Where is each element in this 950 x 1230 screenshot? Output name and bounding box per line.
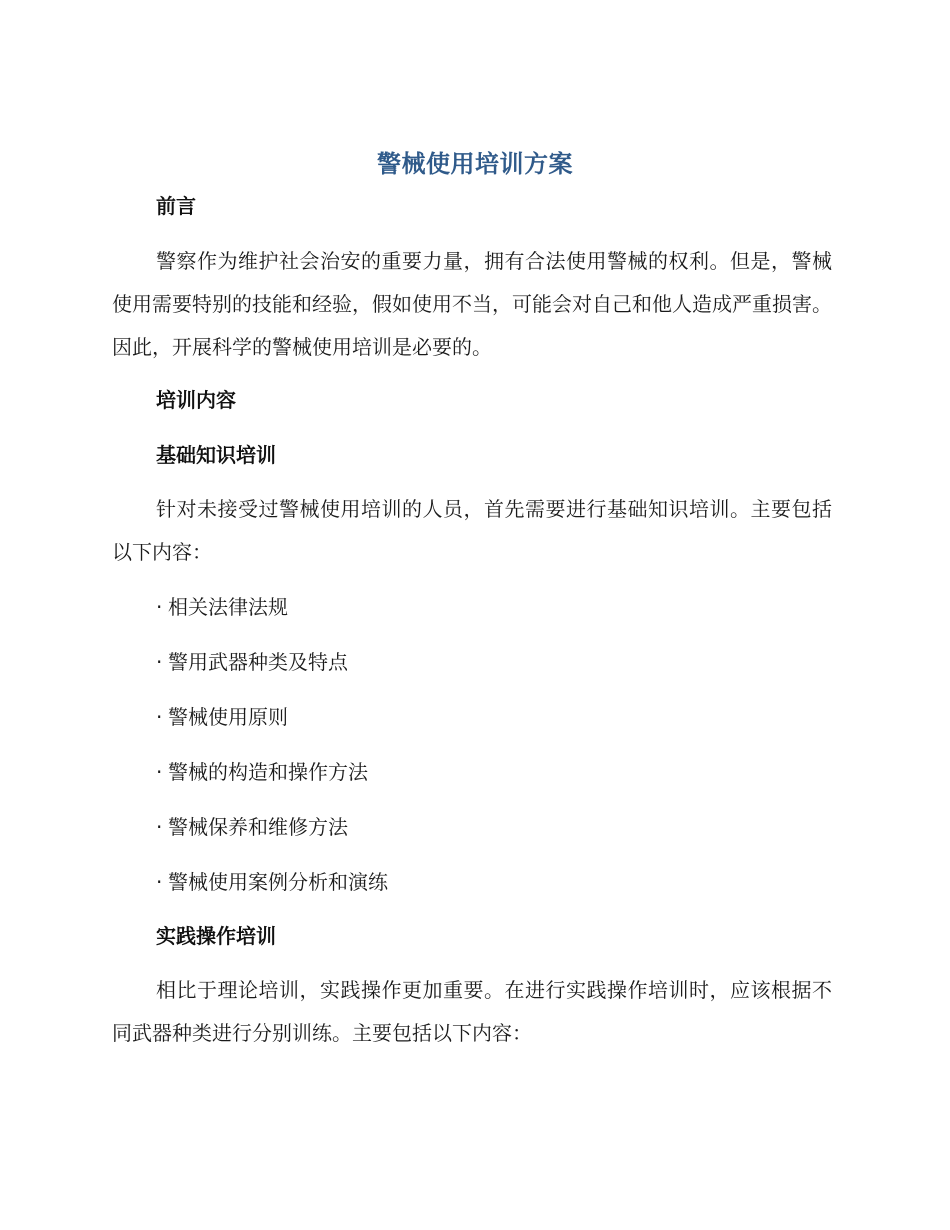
- list-item: [156, 810, 388, 865]
- bullet-icon: ·: [156, 760, 163, 784]
- preface-heading: 前言: [156, 194, 196, 218]
- basic-knowledge-heading: 基础知识培训: [156, 443, 276, 467]
- list-item: [156, 700, 388, 755]
- list-item-text: 相关法律法规: [168, 595, 288, 619]
- list-item: [156, 590, 388, 645]
- list-item-text: 警械的构造和操作方法: [168, 760, 368, 784]
- preface-paragraph: 警察作为维护社会治安的重要力量，拥有合法使用警械的权利。但是，警械使用需要特别的技能和经验，假如使用不当，可能会对自己和他人造成严重损害。因此，开展科学的警械使用培训是必要的。: [112, 249, 832, 359]
- list-item-text: 警械使用原则: [168, 705, 288, 729]
- document-title: 警械使用培训方案: [377, 150, 573, 178]
- list-item: [156, 865, 388, 920]
- training-content-heading: 培训内容: [156, 388, 236, 412]
- bullet-icon: ·: [156, 870, 163, 894]
- bullet-icon: ·: [156, 650, 163, 674]
- bullet-icon: ·: [156, 595, 163, 619]
- list-item-text: 警械使用案例分析和演练: [168, 870, 388, 894]
- list-item-text: 警械保养和维修方法: [168, 815, 348, 839]
- list-item: [156, 645, 388, 700]
- bullet-icon: ·: [156, 815, 163, 839]
- list-item: [156, 755, 388, 810]
- practical-training-paragraph: 相比于理论培训，实践操作更加重要。在进行实践操作培训时，应该根据不同武器种类进行分别训练。主要包括以下内容：: [112, 978, 832, 1045]
- list-item-text: 警用武器种类及特点: [168, 650, 348, 674]
- bullet-icon: ·: [156, 705, 163, 729]
- basic-knowledge-paragraph: 针对未接受过警械使用培训的人员，首先需要进行基础知识培训。主要包括以下内容：: [112, 497, 832, 564]
- practical-training-heading: 实践操作培训: [156, 924, 276, 948]
- basic-knowledge-list: [156, 590, 388, 920]
